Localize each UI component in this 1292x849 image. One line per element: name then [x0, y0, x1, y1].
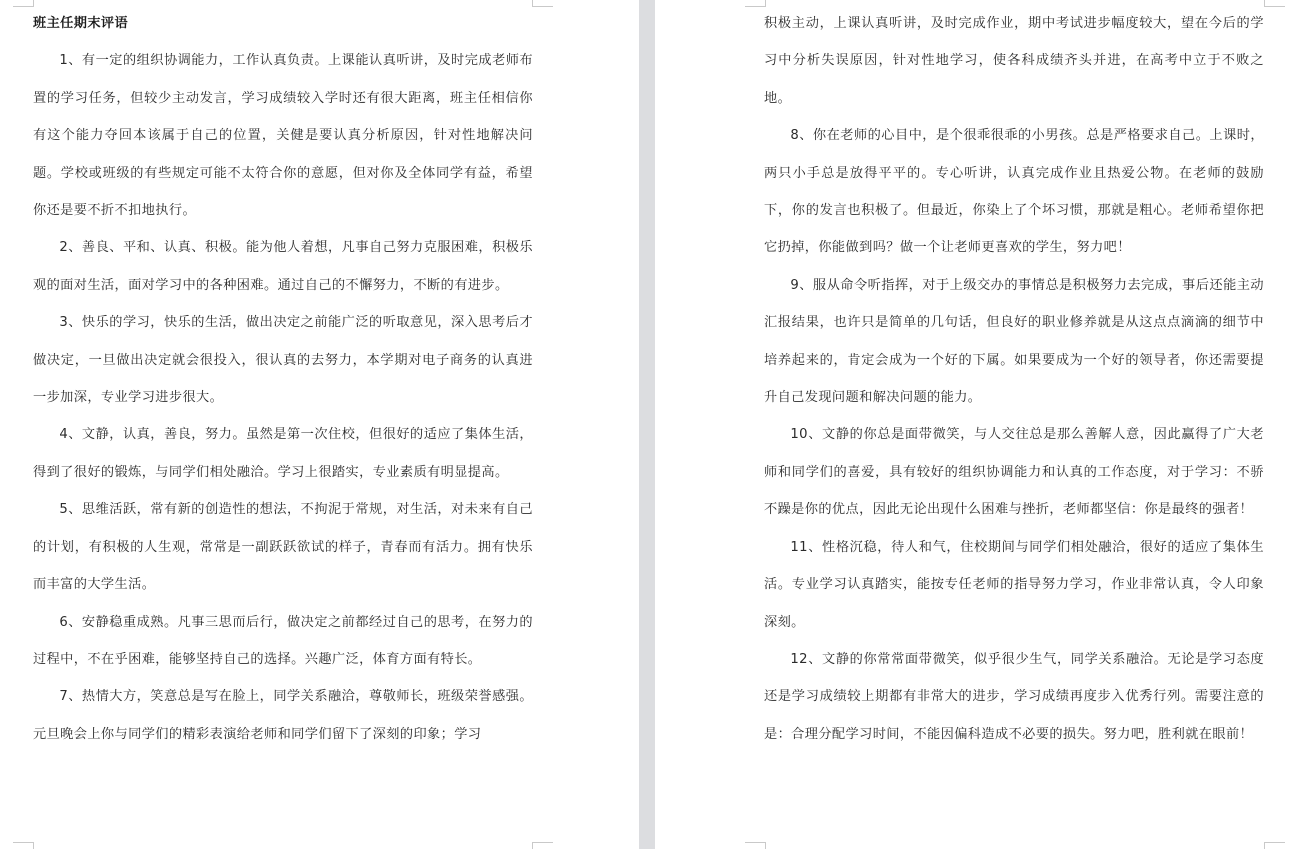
- page-gutter: [639, 0, 655, 849]
- document-page-right: [655, 0, 1292, 849]
- comment-paragraph-3: 3、快乐的学习，快乐的生活，做出决定之前能广泛的听取意见，深入思考后才做决定，一旦做出决定就会很投入，很认真的去努力，本学期对电子商务的认真进一步加深，专业学习进步很大。: [33, 315, 533, 406]
- comment-paragraph-12: 12、文静的你常常面带微笑，似乎很少生气，同学关系融洽。无论是学习态度还是学习成绩较上期都有非常大的进步，学习成绩再度步入优秀行列。需要注意的是：合理分配学习时间，不能因偏科造成不必要的损失。努力吧，胜利就在眼前！: [764, 651, 1264, 742]
- comment-paragraph-5: 5、思维活跃，常有新的创造性的想法，不拘泥于常规，对生活，对未来有自己的计划，有积极的人生观，常常是一副跃跃欲试的样子，青春而有活力。拥有快乐而丰富的大学生活。: [33, 502, 533, 593]
- comment-paragraph-2: 2、善良、平和、认真、积极。能为他人着想，凡事自己努力克服困难，积极乐观的面对生活，面对学习中的各种困难。通过自己的不懈努力，不断的有进步。: [33, 240, 533, 293]
- comment-paragraph-7: 7、热情大方，笑意总是写在脸上，同学关系融洽，尊敬师长，班级荣誉感强。元旦晚会上你与同学们的精彩表演给老师和同学们留下了深刻的印象；学习: [33, 689, 533, 742]
- comment-paragraph-6: 6、安静稳重成熟。凡事三思而后行，做决定之前都经过自己的思考，在努力的过程中，不在乎困难，能够坚持自己的选择。兴趣广泛，体育方面有特长。: [33, 614, 533, 667]
- comment-paragraph-9: 9、服从命令听指挥，对于上级交办的事情总是积极努力去完成，事后还能主动汇报结果，也许只是简单的几句话，但良好的职业修养就是从这点点滴滴的细节中培养起来的，肯定会成为一个好的下属。如果要成为一个好的领导者，你还需要提升自己发现问题和解决问题的能力。: [764, 277, 1264, 406]
- comment-paragraph-11: 11、性格沉稳，待人和气，住校期间与同学们相处融洽，很好的适应了集体生活。专业学习认真踏实，能按专任老师的指导努力学习，作业非常认真，令人印象深刻。: [764, 539, 1264, 630]
- crop-mark: [532, 842, 553, 849]
- comment-paragraph-7-continued: 积极主动，上课认真听讲，及时完成作业，期中考试进步幅度较大，望在今后的学习中分析失误原因，针对性地学习，使各科成绩齐头并进，在高考中立于不败之地。: [764, 16, 1264, 106]
- crop-mark: [532, 0, 553, 7]
- comment-paragraph-10: 10、文静的你总是面带微笑，与人交往总是那么善解人意，因此赢得了广大老师和同学们的喜爱，具有较好的组织协调能力和认真的工作态度，对于学习：不骄不躁是你的优点，因此无论出现什么困难与挫折，老师都坚信：你是最终的强者！: [764, 427, 1264, 518]
- document-title: 班主任期末评语: [33, 16, 129, 31]
- page-text-right: [764, 5, 1264, 753]
- crop-mark: [13, 0, 34, 7]
- crop-mark: [13, 842, 34, 849]
- crop-mark: [745, 842, 766, 849]
- comment-paragraph-1: 1、有一定的组织协调能力，工作认真负责。上课能认真听讲，及时完成老师布置的学习任务，但较少主动发言，学习成绩较入学时还有很大距离，班主任相信你有这个能力夺回本该属于自己的位置，关健是要认真分析原因，针对性地解决问题。学校或班级的有些规定可能不太符合你的意愿，但对你及全体同学有益，希望你还是要不折不扣地执行。: [33, 53, 533, 219]
- document-page-left: [0, 0, 639, 849]
- comment-paragraph-4: 4、文静，认真，善良，努力。虽然是第一次住校，但很好的适应了集体生活，得到了很好的锻炼，与同学们相处融洽。学习上很踏实，专业素质有明显提高。: [33, 427, 533, 480]
- crop-mark: [745, 0, 766, 7]
- page-text-left: [33, 5, 533, 753]
- crop-mark: [1264, 0, 1285, 7]
- comment-paragraph-8: 8、你在老师的心目中，是个很乖很乖的小男孩。总是严格要求自己。上课时，两只小手总是放得平平的。专心听讲，认真完成作业且热爱公物。在老师的鼓励下，你的发言也积极了。但最近，你染上了个坏习惯，那就是粗心。老师希望你把它扔掉，你能做到吗？做一个让老师更喜欢的学生，努力吧！: [764, 128, 1264, 256]
- crop-mark: [1264, 842, 1285, 849]
